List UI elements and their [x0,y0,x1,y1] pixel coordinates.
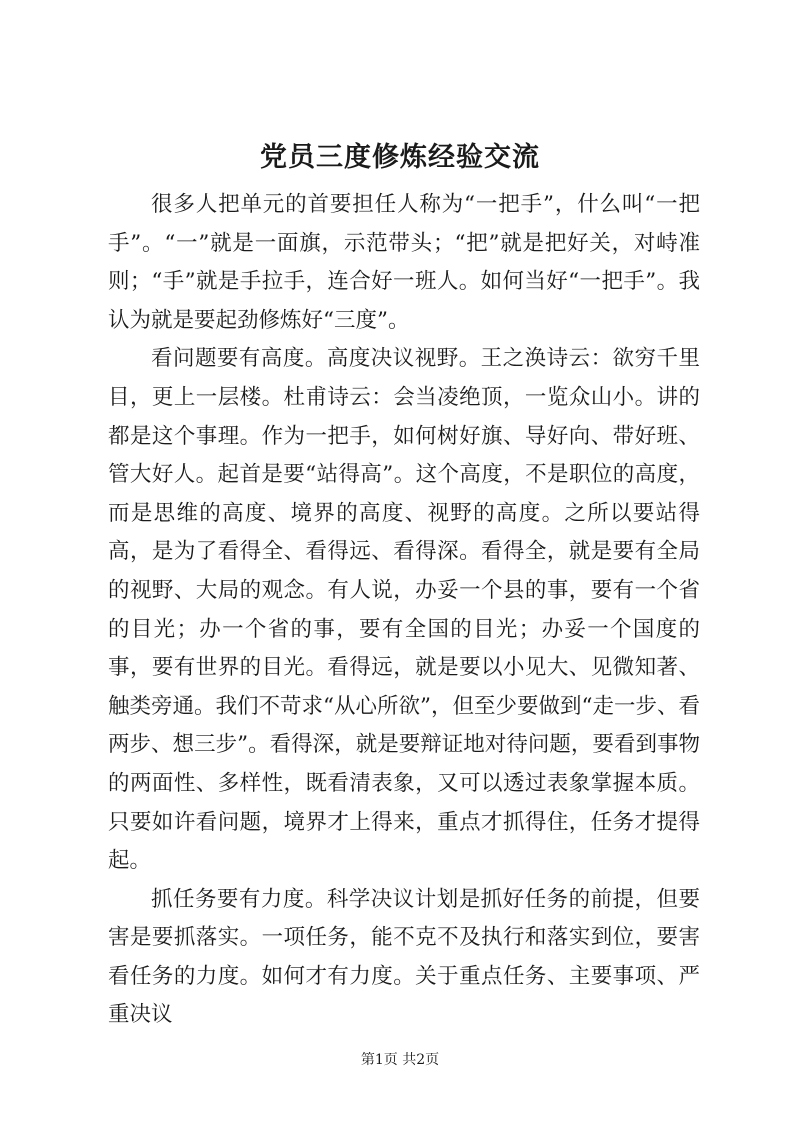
paragraph-1: 很多人把单元的首要担任人称为“一把手”，什么叫“一把手”。“一”就是一面旗，示范带头；“把”就是把好关，对峙准则；“手”就是手拉手，连合好一班人。如何当好“一把手”。我认为就是要起劲修炼好“三度”。 [108,192,700,333]
document-body [108,186,700,1035]
paragraph-3: 抓任务要有力度。科学决议计划是抓好任务的前提，但要害是要抓落实。一项任务，能不克不及执行和落实到位，要害看任务的力度。如何才有力度。关于重点任务、主要事项、严重决议 [108,886,700,1028]
page-footer: 第1页 共2页 [360,1052,440,1068]
paragraph-2: 看问题要有高度。高度决议视野。王之涣诗云：欲穷千里目，更上一层楼。杜甫诗云：会当凌绝顶，一览众山小。讲的都是这个事理。作为一把手，如何树好旗、导好向、带好班、管大好人。起首是要“站得高”。这个高度，不是职位的高度，而是思维的高度、境界的高度、视野的高度。之所以要站得高，是为了看得全、看得远、看得深。看得全，就是要有全局的视野、大局的观念。有人说，办妥一个县的事，要有一个省的目光；办一个省的事，要有全国的目光；办妥一个国度的事，要有世界的目光。看得远，就是要以小见大、见微知著、触类旁通。我们不苛求“从心所欲”，但至少要做到“走一步、看两步、想三步”。看得深，就是要辩证地对待问题，要看到事物的两面性、多样性，既看清表象，又可以透过表象掌握本质。只要如许看问题，境界才上得来，重点才抓得住，任务才提得起。 [108,346,700,874]
document-title: 党员三度修炼经验交流 [260,142,540,173]
